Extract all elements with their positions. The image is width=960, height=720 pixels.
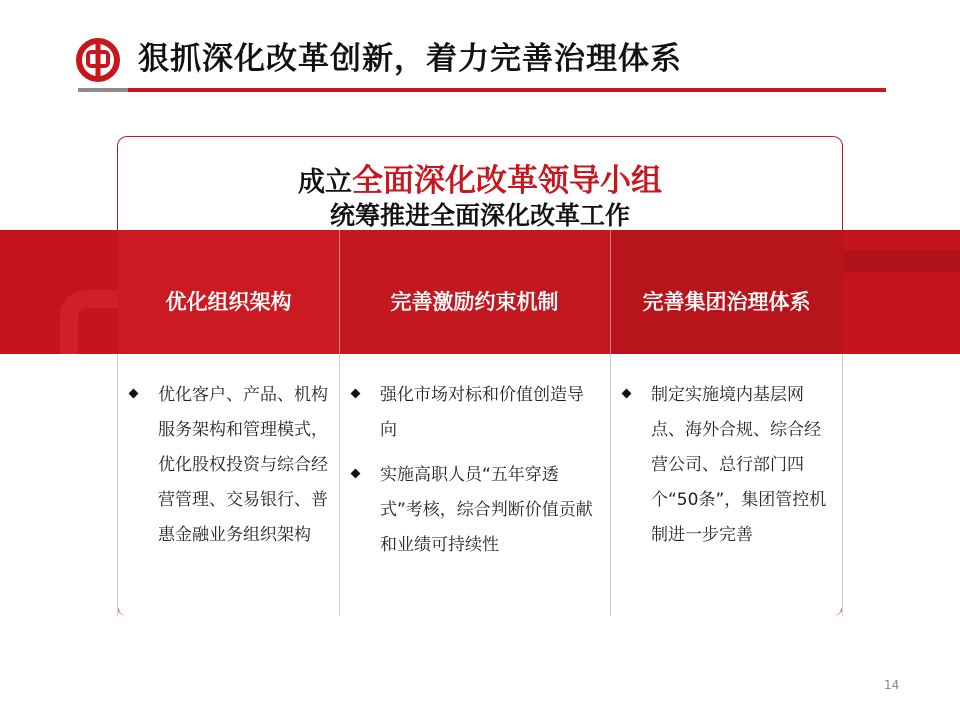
diamond-bullet-icon bbox=[351, 469, 361, 479]
title-rule-red bbox=[128, 88, 886, 92]
group-subheading: 统筹推进全面深化改革工作 bbox=[329, 201, 630, 230]
column-3-body bbox=[623, 378, 831, 563]
column-2-body bbox=[352, 378, 598, 573]
diamond-bullet-icon bbox=[351, 389, 361, 399]
bullet-text: 强化市场对标和价值创造导向 bbox=[380, 385, 584, 440]
column-separator bbox=[842, 354, 843, 616]
column-separator bbox=[117, 354, 118, 616]
column-separator bbox=[339, 354, 340, 616]
bullet-text: 实施高职人员“五年穿透式”考核，综合判断价值贡献和业绩可持续性 bbox=[380, 465, 593, 555]
column-1-body bbox=[130, 378, 334, 563]
list-item bbox=[352, 458, 598, 563]
title-rule-gray bbox=[78, 88, 128, 92]
column-3-heading: 完善集团治理体系 bbox=[642, 290, 811, 314]
page-title: 狠抓深化改革创新，着力完善治理体系 bbox=[138, 41, 682, 77]
group-heading-highlight: 全面深化改革领导小组 bbox=[352, 163, 662, 199]
column-separator bbox=[610, 354, 611, 616]
bullet-text: 优化客户、产品、机构服务架构和管理模式，优化股权投资与综合经营管理、交易银行、普惠金融业务组织架构 bbox=[158, 385, 328, 545]
column-1-heading: 优化组织架构 bbox=[165, 290, 292, 314]
list-item bbox=[623, 378, 831, 553]
group-heading bbox=[0, 155, 960, 200]
list-item bbox=[352, 378, 598, 448]
group-heading-prefix: 成立 bbox=[298, 167, 352, 198]
page-number: 14 bbox=[884, 678, 900, 692]
list-item bbox=[130, 378, 334, 553]
diamond-bullet-icon bbox=[129, 389, 139, 399]
diamond-bullet-icon bbox=[622, 389, 632, 399]
bank-logo-icon bbox=[76, 38, 120, 82]
bullet-text: 制定实施境内基层网点、海外合规、综合经营公司、总行部门四个“50条”，集团管控机制进一步完善 bbox=[651, 385, 827, 545]
column-2-heading: 完善激励约束机制 bbox=[390, 290, 559, 314]
